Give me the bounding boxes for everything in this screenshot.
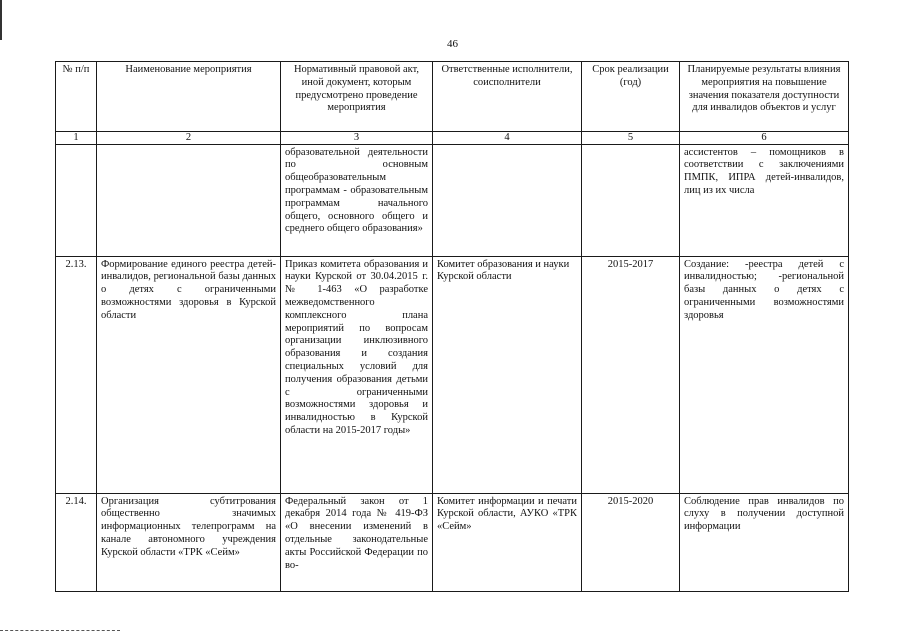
header-executors: Ответственные исполнители, соисполнители [433, 62, 582, 132]
row-name [97, 144, 281, 256]
col-number: 3 [281, 132, 433, 145]
row-act: Приказ комитета образования и науки Курской от 30.04.2015 г. № 1-463 «О разработке межведомственного комплексного плана мероприятий по вопросам организации инклюзивного образования и создания специальных условий для получения образования детьми с ограниченными возможностями здоровья и инвалидностью в Курской области на 2015-2017 годы» [281, 256, 433, 493]
table-header-row [56, 62, 849, 132]
col-number: 2 [97, 132, 281, 145]
header-term: Срок реализации (год) [582, 62, 680, 132]
row-name: Организация субтитрования общественно значимых информационных телепрограмм на канале автономного учреждения Курской области «ТРК «Сейм» [97, 493, 281, 591]
col-number: 5 [582, 132, 680, 145]
column-number-row [56, 132, 849, 145]
row-num [56, 144, 97, 256]
row-result: Создание: -реестра детей с инвалидностью; -региональной базы данных о детях с ограниченными возможностями здоровья [680, 256, 849, 493]
header-act: Нормативный правовой акт, иной документ, которым предусмотрено проведение мероприятия [281, 62, 433, 132]
row-term: 2015-2020 [582, 493, 680, 591]
row-act: Федеральный закон от 1 декабря 2014 года № 419-ФЗ «О внесении изменений в отдельные законодательные акты Российской Федерации по во- [281, 493, 433, 591]
row-name: Формирование единого реестра детей-инвалидов, региональной базы данных о детях с ограниченными возможностями здоровья в Курской области [97, 256, 281, 493]
row-executors [433, 144, 582, 256]
row-act: образовательной деятельности по основным общеобразовательным программам - образовательным программам начального общего, основного общего и среднего общего образования» [281, 144, 433, 256]
col-number: 1 [56, 132, 97, 145]
col-number: 6 [680, 132, 849, 145]
header-num: № п/п [56, 62, 97, 132]
measures-table [55, 61, 849, 592]
col-number: 4 [433, 132, 582, 145]
row-num: 2.13. [56, 256, 97, 493]
row-term: 2015-2017 [582, 256, 680, 493]
header-result: Планируемые результаты влияния мероприятия на повышение значения показателя доступности для инвалидов объектов и услуг [680, 62, 849, 132]
table-row [56, 144, 849, 256]
row-num: 2.14. [56, 493, 97, 591]
row-result: Соблюдение прав инвалидов по слуху в получении доступной информации [680, 493, 849, 591]
row-result: ассистентов – помощников в соответствии с заключениями ПМПК, ИПРА детей-инвалидов, лиц из их числа [680, 144, 849, 256]
row-executors: Комитет информации и печати Курской области, АУКО «ТРК «Сейм» [433, 493, 582, 591]
row-executors: Комитет образования и науки Курской области [433, 256, 582, 493]
row-term [582, 144, 680, 256]
page-edge-mark [0, 0, 2, 40]
footer-divider [0, 630, 120, 631]
header-name: Наименование мероприятия [97, 62, 281, 132]
table-row [56, 256, 849, 493]
table-row [56, 493, 849, 591]
page-number: 46 [447, 38, 458, 50]
